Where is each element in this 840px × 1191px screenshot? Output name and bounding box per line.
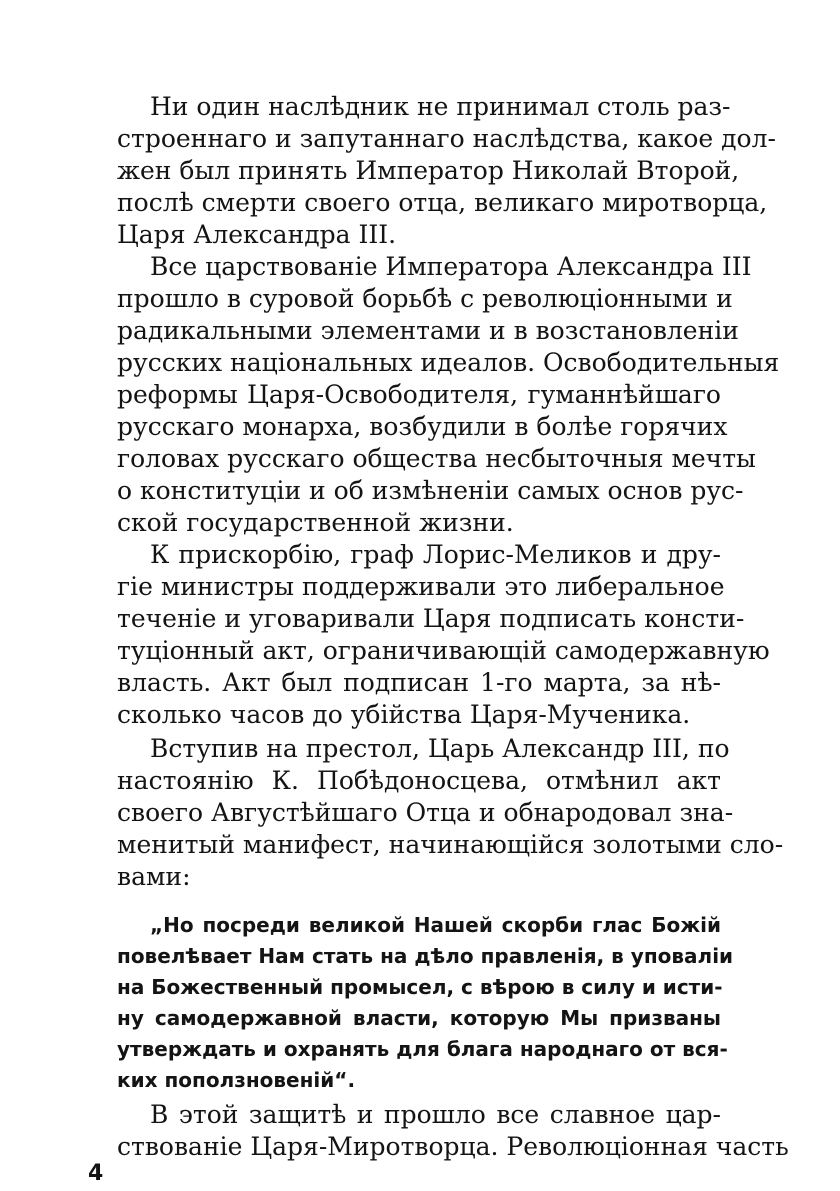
text-line: послѣ смерти своего отца, великаго миротворца, xyxy=(117,188,768,217)
text-line: гіе министры поддерживали это либеральное xyxy=(117,572,725,601)
text-line: сколько часов до убійства Царя-Мученика. xyxy=(117,700,691,729)
quote-line: ну самодержавной власти, которую Мы призваны xyxy=(117,1006,721,1030)
text-line: власть. Акт был подписан 1-го марта, за нѣ- xyxy=(117,668,721,697)
text-line: Все царствованіе Императора Александра III xyxy=(150,252,752,281)
text-line: русских національных идеалов. Освободительныя xyxy=(117,348,780,377)
text-line: реформы Царя-Освободителя, гуманнѣйшаго xyxy=(117,380,721,409)
text-line: К прискорбію, граф Лорис-Меликов и дру- xyxy=(150,540,721,569)
text-line: радикальными элементами и в возстановленіи xyxy=(117,316,739,345)
text-line: русскаго монарха, возбудили в болѣе горячих xyxy=(117,412,728,441)
text-line: своего Августѣйшаго Отца и обнародовал зна- xyxy=(117,798,734,827)
text-line: Царя Александра III. xyxy=(117,220,397,249)
quote-line: повелѣвает Нам стать на дѣло правленія, в уповаліи xyxy=(117,944,734,968)
text-line: Ни один наслѣдник не принимал столь раз- xyxy=(150,92,731,121)
quote-line: „Но посреди великой Нашей скорби глас Божій xyxy=(150,913,721,937)
quote-line: на Божественный промысел, с вѣрою в силу и исти- xyxy=(117,975,723,999)
page-number: 4 xyxy=(88,1161,104,1186)
text-line: головах русскаго общества несбыточныя мечты xyxy=(117,444,756,473)
text-line: о конституціи и об измѣненіи самых основ рус- xyxy=(117,476,744,505)
text-line: строеннаго и запутаннаго наслѣдства, какое дол- xyxy=(117,124,776,153)
text-line: Вступив на престол, Царь Александр III, по xyxy=(150,734,730,763)
quote-line: утверждать и охранять для блага народнаго от вся- xyxy=(117,1037,728,1061)
quote-line: ких поползновеній“. xyxy=(117,1068,356,1092)
text-line: настоянію К. Побѣдоносцева, отмѣнил акт xyxy=(117,766,721,795)
text-line: менитый манифест, начинающійся золотыми сло- xyxy=(117,830,784,859)
text-line: теченіе и уговаривали Царя подписать консти- xyxy=(117,604,745,633)
text-line: ствованіе Царя-Миротворца. Революціонная часть xyxy=(117,1132,789,1161)
text-line: жен был принять Император Николай Второй, xyxy=(117,156,740,185)
text-line: вами: xyxy=(117,862,191,891)
text-line: В этой защитѣ и прошло все славное цар- xyxy=(150,1100,721,1129)
text-line: ской государственной жизни. xyxy=(117,508,514,537)
text-line: туціонный акт, ограничивающій самодержавную xyxy=(117,636,770,665)
text-line: прошло в суровой борьбѣ с революціонными и xyxy=(117,284,733,313)
